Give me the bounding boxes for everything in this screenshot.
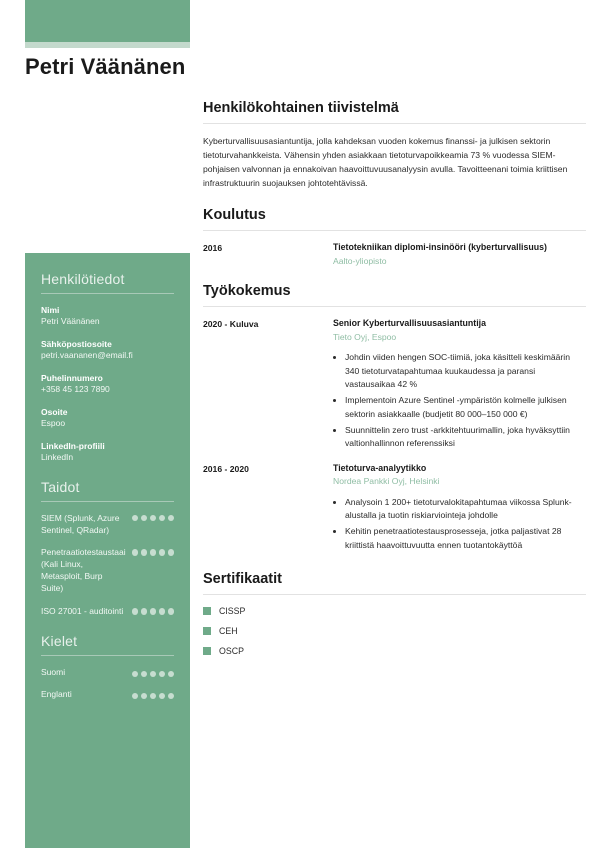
contact-label: Osoite <box>41 406 68 417</box>
skill-label: Penetraatiotestaustaai (Kali Linux, Metasploit, Burp Suite) <box>41 547 126 594</box>
rating-dot <box>168 515 175 522</box>
rating-dot <box>168 549 175 556</box>
education-date: 2016 <box>203 242 223 253</box>
rating-dot <box>159 693 166 700</box>
experience-bullets <box>333 496 586 552</box>
experience-company: Nordea Pankki Oyj, Helsinki <box>333 476 440 487</box>
language-rating-dots <box>132 669 175 678</box>
rating-dot <box>132 608 139 615</box>
skill-label: SIEM (Splunk, Azure Sentinel, QRadar) <box>41 512 120 535</box>
experience-role: Senior Kyberturvallisuusasiantuntija <box>333 318 487 329</box>
skill-label: ISO 27001 - auditointi <box>41 606 124 617</box>
rating-dot <box>150 671 157 678</box>
education-institution: Aalto-yliopisto <box>333 255 387 266</box>
rating-dot <box>150 515 157 522</box>
sidebar-skills-title: Taidot <box>41 478 80 495</box>
education-body <box>333 242 586 267</box>
sidebar-section-languages <box>41 633 174 701</box>
rating-dot <box>168 693 175 700</box>
certification-item <box>203 606 586 616</box>
skill-row <box>41 513 174 537</box>
rating-dot <box>159 549 166 556</box>
section-certifications <box>203 571 586 656</box>
page-title: Petri Väänänen <box>25 54 186 79</box>
bullet-square-icon <box>203 607 211 615</box>
contact-value[interactable]: petri.vaananen@email.fi <box>41 350 133 361</box>
certification-item <box>203 626 586 636</box>
bullet-item: • Implementoin Azure Sentinel -ympäristön kolmelle julkisen sektorin asiakkaalle (budjetit 80 000–150 000 €) <box>345 394 586 421</box>
rating-dot <box>141 671 148 678</box>
rating-dot <box>132 549 139 556</box>
experience-company: Tieto Oyj, Espoo <box>333 331 397 342</box>
rating-dot <box>132 693 139 700</box>
contact-label: LinkedIn-profiili <box>41 440 105 451</box>
experience-entry <box>203 463 586 556</box>
rating-dot <box>150 549 157 556</box>
contact-item-address <box>41 407 174 430</box>
experience-date: 2020 - Kuluva <box>203 319 259 330</box>
section-title-certifications: Sertifikaatit <box>203 571 282 588</box>
skill-rating-dots <box>132 606 175 615</box>
divider <box>41 293 174 294</box>
sidebar <box>25 253 190 848</box>
contact-value: Petri Väänänen <box>41 316 100 327</box>
contact-item-phone <box>41 373 174 396</box>
divider <box>203 594 586 595</box>
divider <box>203 123 586 124</box>
language-label: Englanti <box>41 688 72 699</box>
certification-list <box>203 606 586 656</box>
divider <box>41 501 174 502</box>
language-row <box>41 667 174 679</box>
rating-dot <box>141 608 148 615</box>
rating-dot <box>159 515 166 522</box>
bullet-item: • Analysoin 1 200+ tietoturvalokitapahtumaa viikossa Splunk-alustalla ja tuotin riskiarviointeja johdolle <box>345 496 586 523</box>
rating-dot <box>141 515 148 522</box>
contact-item-email <box>41 339 174 362</box>
certification-label: CEH <box>219 626 238 637</box>
section-title-experience: Työkokemus <box>203 283 291 300</box>
bullet-item: • Johdin viiden hengen SOC-tiimiä, joka käsitteli keskimäärin 340 tietoturvatapahtumaa kuukaudessa ja paransi vastausaikaa 42 % <box>345 351 586 391</box>
certification-label: OSCP <box>219 646 244 657</box>
skill-row <box>41 547 174 595</box>
language-label: Suomi <box>41 666 66 677</box>
contact-value: +358 45 123 7890 <box>41 384 110 395</box>
rating-dot <box>132 515 139 522</box>
contact-value[interactable]: LinkedIn <box>41 452 74 463</box>
rating-dot <box>168 608 175 615</box>
skill-rating-dots <box>132 547 175 556</box>
bullet-item: • Kehitin penetraatiotestausprosesseja, jotka paljastivat 28 kriittistä haavoittuvuutta ennen tuotantokäyttöä <box>345 525 586 552</box>
contact-item-name <box>41 305 174 328</box>
divider <box>41 655 174 656</box>
section-education <box>203 207 586 267</box>
experience-bullets <box>333 351 586 450</box>
rating-dot <box>168 671 175 678</box>
header-accent-shadow <box>25 42 190 48</box>
rating-dot <box>132 671 139 678</box>
bullet-square-icon <box>203 627 211 635</box>
section-title-education: Koulutus <box>203 206 266 223</box>
certification-item <box>203 646 586 656</box>
experience-role: Tietoturva-analyytikko <box>333 462 427 473</box>
divider <box>203 230 586 231</box>
contact-value: Espoo <box>41 418 66 429</box>
contact-item-linkedin <box>41 441 174 464</box>
experience-body <box>333 318 586 454</box>
sidebar-personal-title: Henkilötiedot <box>41 271 125 287</box>
sidebar-section-skills <box>41 479 174 618</box>
contact-label: Sähköpostiosoite <box>41 338 112 349</box>
rating-dot <box>159 608 166 615</box>
rating-dot <box>141 549 148 556</box>
summary-text: Kyberturvallisuusasiantuntija, jolla kahdeksan vuoden kokemus finanssi- ja julkisen sektorin tietoturvahankkeista. Vähensin yhden asiakkaan tietoturvapoikkeamia 73 % vuodessa SIEM-pohjaisen valvonnan ja ennakoivan haavoittuvuusanalyysin avulla. Tavoitteenani toimia kriittisen infrastruktuurin suojauksen johtotehtävissä. <box>203 136 568 188</box>
main-content <box>203 100 586 672</box>
skill-rating-dots <box>132 513 175 522</box>
experience-body <box>333 463 586 556</box>
section-title-summary: Henkilökohtainen tiivistelmä <box>203 100 399 116</box>
rating-dot <box>150 693 157 700</box>
language-rating-dots <box>132 691 175 700</box>
experience-date: 2016 - 2020 <box>203 463 249 474</box>
contact-label: Puhelinnumero <box>41 372 103 383</box>
skill-row <box>41 606 174 618</box>
education-entry <box>203 242 586 267</box>
contact-label: Nimi <box>41 305 60 315</box>
rating-dot <box>141 693 148 700</box>
section-summary <box>203 100 586 191</box>
sidebar-languages-title: Kielet <box>41 632 78 649</box>
bullet-item: • Suunnittelin zero trust -arkkitehtuurimallin, joka hyväksyttiin valtionhallinnon referenssiksi <box>345 424 586 451</box>
section-experience <box>203 283 586 555</box>
header-accent-bar <box>25 0 190 42</box>
language-row <box>41 689 174 701</box>
rating-dot <box>150 608 157 615</box>
education-degree: Tietotekniikan diplomi-insinööri (kyberturvallisuus) <box>333 241 547 252</box>
certification-label: CISSP <box>219 606 246 617</box>
bullet-square-icon <box>203 647 211 655</box>
experience-entry <box>203 318 586 454</box>
rating-dot <box>159 671 166 678</box>
sidebar-section-personal <box>41 271 174 464</box>
divider <box>203 306 586 307</box>
